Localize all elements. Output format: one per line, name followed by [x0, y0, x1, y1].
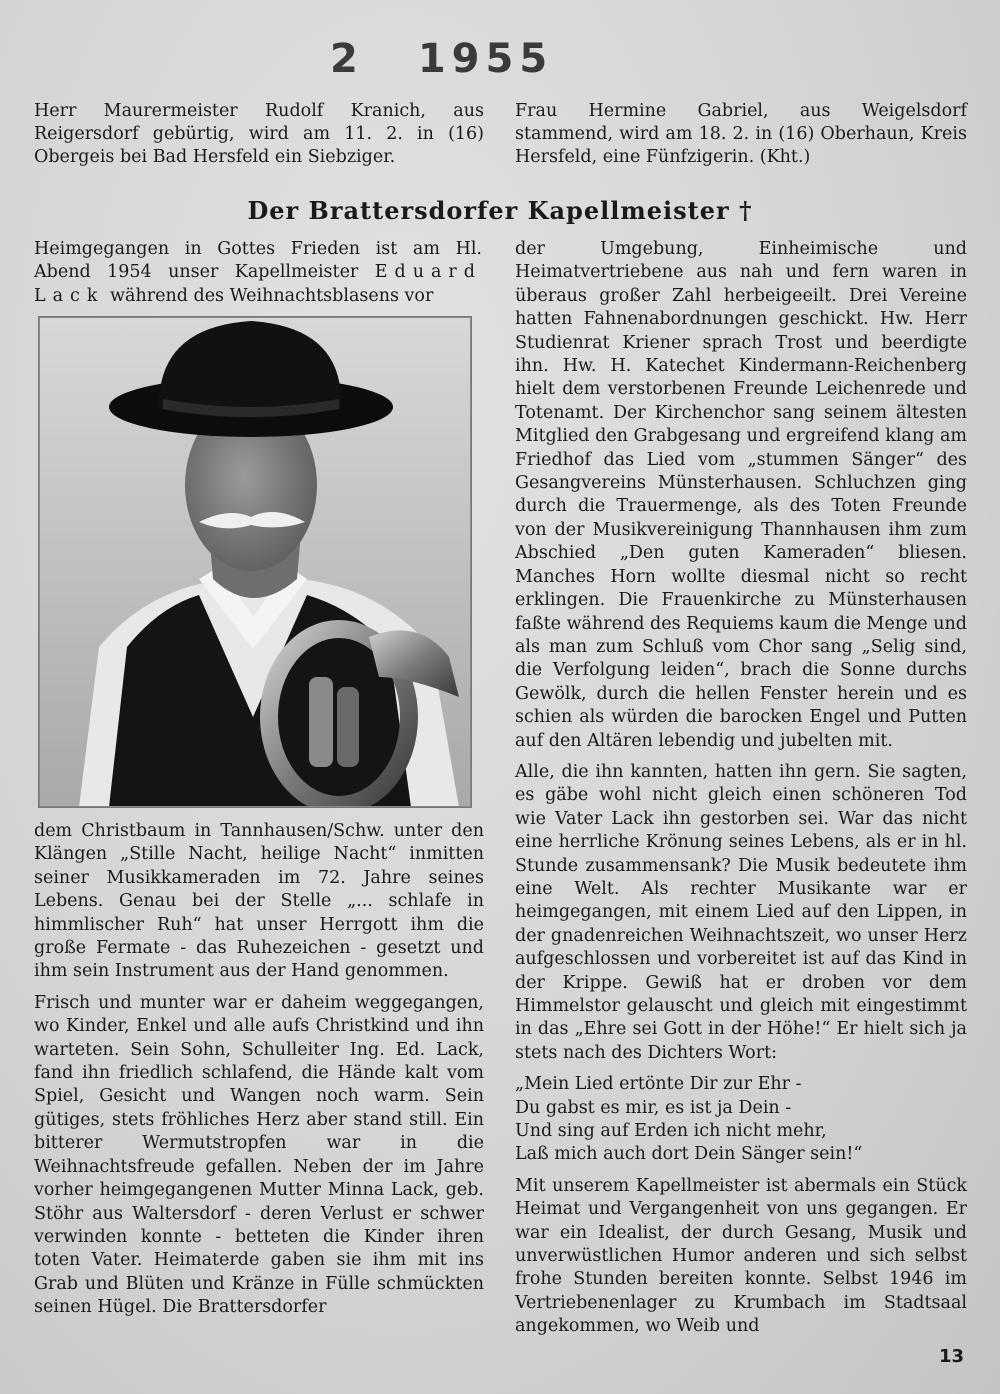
page-number: 13 [938, 1346, 964, 1367]
issue-number: 2 [330, 36, 364, 82]
intro-text-b: während des Weihnachtsblasens vor [110, 285, 434, 306]
paragraph-closing: Mit unserem Kapellmeister ist abermals ein Stück Heimat und Vergangenheit von uns gegangen. Er war ein Idealist, der durch Gesang, Musik und unverwüstlichen Humor anderen und sich selbst frohe Stunden bereiten konnte. Selbst 1946 im Vertriebenenlager zu Krumbach im Stadtsaal angekommen, wo Weib und [515, 1175, 967, 1337]
article-right-column [515, 238, 967, 1339]
paragraph-frisch-und-munter: Frisch und munter war er daheim weggegangen, wo Kinder, Enkel und alle aufs Christkind und ihn warteten. Sein Sohn, Schulleiter Ing. Ed. Lack, fand ihn friedlich schlafend, die Hände kalt vom Spiel, Gesicht und Wangen noch warm. Sein gütiges, stets fröhliches Herz aber stand still. Ein bitterer Wermutstropfen war in die Weihnachtsfreude gefallen. Neben der im Jahre vorher heimgegangenen Mutter Minna Lack, geb. Stöhr aus Waltersdorf - deren Verlust er schwer verwinden konnte - betteten die Kinder ihren toten Vater. Heimaterde gaben sie ihm mit ins Grab und Blüten und Kränze in Fülle schmückten seinen Hügel. Die Brattersdorfer [34, 992, 484, 1318]
intro-text-a: Heimgegangen in Gottes Frieden ist am Hl. Abend 1954 unser Kapellmeister [34, 239, 482, 283]
issue-year: 1955 [417, 36, 554, 82]
paragraph-funeral: der Umgebung, Einheimische und Heimatvertriebene aus nah und fern waren in überaus großer Zahl herbeigeeilt. Drei Vereine hatten Fahnenabordnungen geschickt. Hw. Herr Studienrat Kriener sprach Trost und beerdigte ihn. Hw. H. Katechet Kindermann-Reichenberg hielt dem verstorbenen Freunde Leichenrede und Totenamt. Der Kirchenchor sang seinem ältesten Mitglied den Grabgesang und ergreifend klang am Friedhof das Lied vom „stummen Sänger“ des Gesangvereins Münsterhausen. Schluchzen ging durch die Trauermenge, als des Toten Freunde von der Musikvereinigung Thannhausen ihm zum Abschied „Den guten Kameraden“ bliesen. Manches Horn wollte diesmal nicht so recht erklingen. Die Frauenkirche zu Münsterhausen faßte während des Requiems kaum die Menge und als man zum Schluß vom Chor sang „Selig sind, die Verfolgung leiden“, brach die Sonne durchs Gewölk, durch die hellen Fenster herein und es schien als würden die barocken Engel und Putten auf den Altären lebendig und jubelten mit. [515, 239, 967, 751]
poem-line: Und sing auf Erden ich nicht mehr, [515, 1121, 827, 1142]
article-intro [34, 238, 482, 308]
birthday-note-right: Frau Hermine Gabriel, aus Weigelsdorf stammend, wird am 18. 2. in (16) Oberhaun, Kreis Hersfeld, eine Fünfzigerin. (Kht.) [515, 101, 967, 167]
poem-line: Du gabst es mir, es ist ja Dein - [515, 1097, 792, 1118]
paragraph-christbaum: dem Christbaum in Tannhausen/Schw. unter den Klängen „Stille Nacht, heilige Nacht“ inmitten seiner Musikkameraden im 72. Jahre seines Lebens. Genau bei der Stelle „... schlafe in himmlischer Ruh“ hat unser Herrgott ihm die große Fermate - das Ruhezeichen - gesetzt und ihm sein Instrument aus der Hand genommen. [34, 821, 484, 982]
birthday-note-left: Herr Maurermeister Rudolf Kranich, aus Reigersdorf gebürtig, wird am 11. 2. in (16) Obergeis bei Bad Hersfeld ein Siebziger. [34, 101, 484, 167]
poem-line: Laß mich auch dort Dein Sänger sein!“ [515, 1144, 863, 1165]
issue-header [330, 36, 553, 82]
portrait-photo [38, 316, 472, 808]
article-left-continuation [34, 820, 484, 1320]
intro-name: Eduard Lack [34, 262, 482, 306]
article-title: Der Brattersdorfer Kapellmeister † [247, 196, 753, 225]
poem-line: „Mein Lied ertönte Dir zur Ehr - [515, 1074, 802, 1095]
paragraph-alle-die-ihn-kannten: Alle, die ihn kannten, hatten ihn gern. Sie sagten, es gäbe wohl nicht gleich einen schöneren Tod wie Vater Lack ihn gestorben sei. War das nicht eine herrliche Krönung seines Lebens, als er in hl. Stunde zusammensank? Die Musik bedeutete ihm eine Welt. Als rechter Musikante war er heimgegangen, mit einem Lied auf den Lippen, in der gnadenreichen Weihnachtszeit, wo unser Herz aufgeschlossen und vorbereitet ist auf das Kind in der Krippe. Gewiß hat er droben vor dem Himmelstor gelauscht und gleich mit eingestimmt in das „Ehre sei Gott in der Höhe!“ Er hielt sich ja stets nach des Dichters Wort: [515, 761, 967, 1063]
